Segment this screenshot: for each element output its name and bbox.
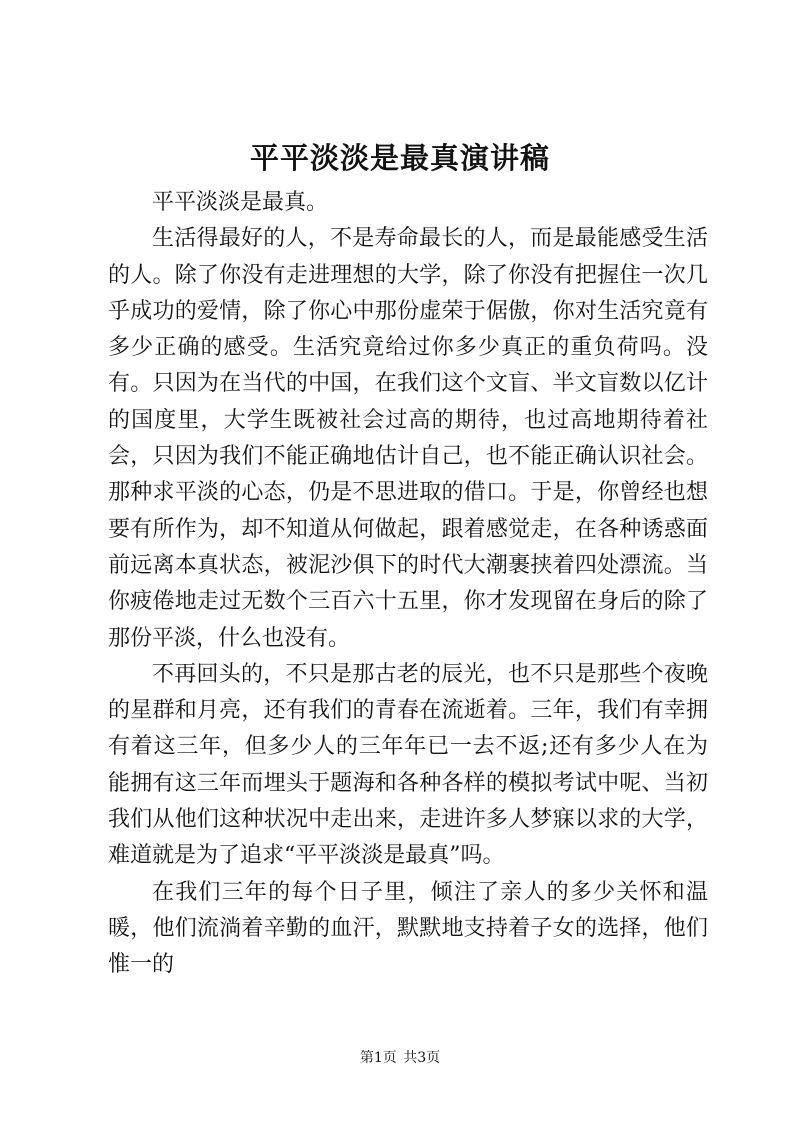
page-footer <box>0 1048 800 1068</box>
paragraph: 平平淡淡是最真。 <box>152 190 329 215</box>
document-body <box>108 185 708 984</box>
paragraph: 生活得最好的人，不是寿命最长的人，而是最能感受生活的人。除了你没有走进理想的大学，除了你没有把握住一次几乎成功的爱情，除了你心中那份虚荣于倨傲，你对生活究竟有多少正确的感受。生活究竟给过你多少真正的重负荷吗。没有。只因为在当代的中国，在我们这个文盲、半文盲数以亿计的国度里，大学生既被社会过高的期待，也过高地期待着社会，只因为我们不能正确地估计自己，也不能正确认识社会。那种求平淡的心态，仍是不思进取的借口。于是，你曾经也想要有所作为，却不知道从何做起，跟着感觉走，在各种诱惑面前远离本真状态，被泥沙俱下的时代大潮裹挟着四处漂流。当你疲倦地走过无数个三百六十五里，你才发现留在身后的除了那份平淡，什么也没有。 <box>108 226 708 651</box>
paragraph: 在我们三年的每个日子里，倾注了亲人的多少关怀和温暖，他们流淌着辛勤的血汗，默默地支持着子女的选择，他们惟一的 <box>108 879 708 978</box>
page-number: 第1页 <box>359 1050 397 1066</box>
paragraph: 不再回头的，不只是那古老的辰光，也不只是那些个夜晚的星群和月亮，还有我们的青春在流逝着。三年，我们有幸拥有着这三年，但多少人的三年年已一去不返;还有多少人在为能拥有这三年而埋头于题海和各种各样的模拟考试中呢、当初我们从他们这种状况中走出来，走进许多人梦寐以求的大学，难道就是为了追求“平平淡淡是最真”吗。 <box>108 661 708 869</box>
document-title: 平平淡淡是最真演讲稿 <box>249 141 550 175</box>
page-total: 共3页 <box>403 1050 441 1066</box>
